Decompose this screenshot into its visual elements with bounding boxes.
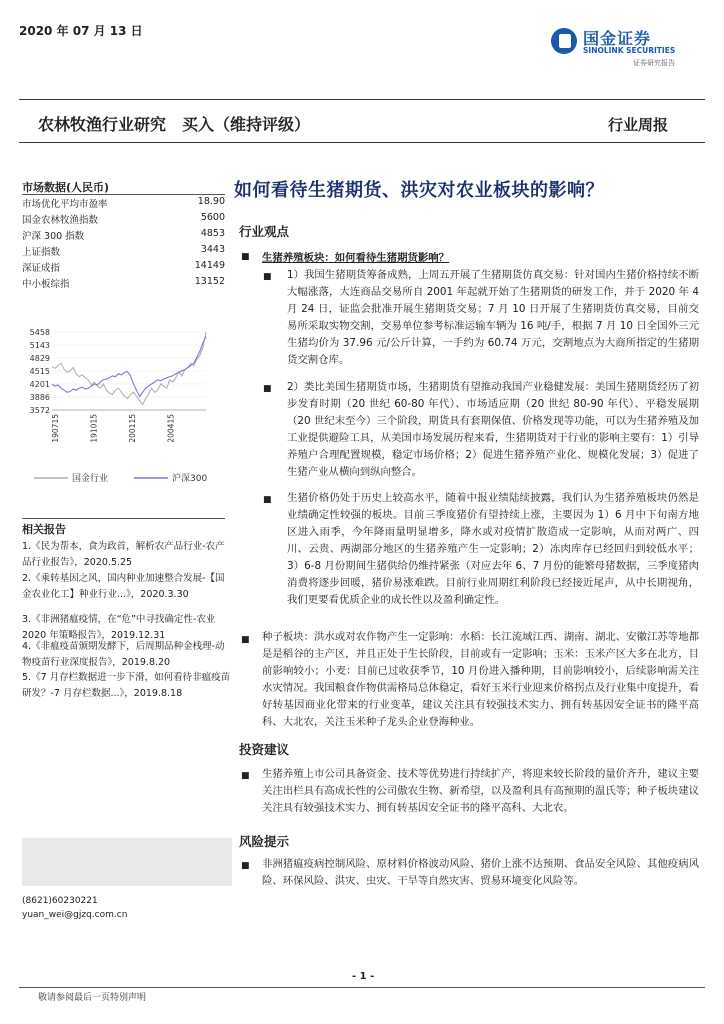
bullet-square-icon: ■ xyxy=(241,861,250,871)
market-label: 上证指数 xyxy=(22,247,61,258)
related-report-item[interactable]: 3.《非洲猪瘟疫情，在“危”中寻找确定性-农业 2020 年策略报告》，2019.12.31 xyxy=(22,614,216,641)
paragraph-investment: 生猪养殖上市公司具备资金、技术等优势进行持续扩产，将迎来较长阶段的量价齐升，建议主要关注出栏具有高成长性的公司傲农生物、新希望，以及盈利具有高预期的温氏等；种子板块建议关注具有较强技术实力、拥有转基因安全证书的隆平高科、大北农。 xyxy=(262,768,699,814)
market-value: 14149 xyxy=(194,260,225,271)
page-number: - 1 - xyxy=(352,971,375,982)
bullet-square-icon: ■ xyxy=(241,252,250,262)
logo-en-text: SINOLINK SECURITIES xyxy=(583,46,676,55)
paragraph-seed: 种子板块：洪水或对农作物产生一定影响：水稻：长江流域江西、湖南、湖北、安徽江苏等地都是是稻谷的主产区，并且正处于生长阶段，目前或有一定影响；玉米：玉米产区大多在北方，目前影响较小；小麦：目前已过收获季节，10 月份进入播种期，目前影响较小，后续影响需关注水灾情况。我国粮食作物供需格局总体稳定，看好玉米行业迎来价格拐点及行业集中度提升，看好转基因商业化带来的行业变革，建议关注具有较强技术实力、拥有转基因安全证书的隆平高科、大北农，关注玉米种子龙头企业登海种业。 xyxy=(262,631,699,728)
market-row xyxy=(22,244,225,260)
bullet-square-icon: ■ xyxy=(241,635,250,645)
market-row xyxy=(22,196,225,212)
market-label: 市场优化平均市盈率 xyxy=(22,199,108,210)
chart-ytick-label: 5143 xyxy=(29,341,50,351)
paragraph-us-futures: 2）类比美国生猪期货市场，生猪期货有望推动我国产业稳健发展：美国生猪期货经历了初步发育时期（20 世纪 60-80 年代）、市场适应期（20 世纪 80-90 年代）、平稳发展期（20 世纪末至今）三个阶段，期货具有套期保值、价格发现等功能，可以为生猪养殖及加工业提供避险工具，从美国市场发展历程来看，生猪期货对于行业的影响主要有：1）引导养殖户合理配置规模，稳定市场价格；2）促进生猪养殖产业化、规模化发展；3）促进了生猪产业从横向到纵向整合。 xyxy=(287,381,699,478)
bullet-square-icon: ■ xyxy=(263,272,272,282)
market-label: 中小板综指 xyxy=(22,279,70,290)
index-line-chart xyxy=(18,320,228,490)
market-value: 4853 xyxy=(200,228,225,239)
chart-legend-label: 国金行业 xyxy=(72,474,109,484)
header-top-rule xyxy=(19,99,705,100)
reports-top-rule xyxy=(22,518,225,519)
report-header-title: 农林牧渔行业研究 买入（维持评级） xyxy=(38,115,311,134)
related-report-item[interactable]: 2.《乘转基因之风，国内种业加速整合发展-【国金农业化工】种业行业...》，2020.3.30 xyxy=(22,573,225,600)
analyst-email[interactable]: yuan_wei@gjzq.com.cn xyxy=(22,910,128,920)
analyst-info-obscured xyxy=(22,838,232,886)
market-row xyxy=(22,228,225,244)
chart-series-line xyxy=(52,337,206,397)
market-data-title: 市场数据(人民币) xyxy=(22,181,110,194)
chart-xtick-label: 200115 xyxy=(128,414,137,443)
market-value: 3443 xyxy=(200,244,225,255)
bullet-square-icon: ■ xyxy=(263,384,272,394)
chart-ytick-label: 4201 xyxy=(29,379,50,389)
section-heading-risk: 风险提示 xyxy=(239,834,290,849)
section-heading-industry-view: 行业观点 xyxy=(239,224,290,239)
header-bottom-rule xyxy=(19,142,705,143)
market-value: 13152 xyxy=(194,276,225,287)
footer-rule xyxy=(19,987,705,988)
bullet-square-icon: ■ xyxy=(263,495,272,505)
chart-ytick-label: 3572 xyxy=(29,406,50,415)
market-data-rule xyxy=(22,194,225,195)
paragraph-hog-price: 生猪价格仍处于历史上较高水平，随着中报业绩陆续披露，我们认为生猪养殖板块仍然是业绩确定性较强的板块。目前三季度猪价有望持续上涨，主要因为 1）6 月中下旬南方地区进入雨季，今年降雨量明显增多，降水或对疫情扩散造成一定影响，从而对两广、四川、云贵、两湖部分地区的生猪养殖产生一定影响；2）冻肉库存已经回归到较低水平；3）6-8 月份期间生猪供给仍维持紧张（对应去年 6、7 月份的能繁母猪数据，三季度猪肉消费将逐步回暖，猪价易涨难跌。目前行业周期红利阶段已经接近尾声，从中长期视角，我们更要看优质企业的成长性以及盈利确定性。 xyxy=(287,492,699,606)
chart-legend-label: 沪深300 xyxy=(172,474,208,484)
logo-mark-icon xyxy=(551,28,577,54)
related-reports-title: 相关报告 xyxy=(22,523,66,536)
related-report-item[interactable]: 5.《7 月存栏数据进一步下滑，如何看待非瘟疫苗研发？-7 月存栏数据...》，2019.8.18 xyxy=(22,672,231,699)
market-value: 5600 xyxy=(200,212,225,223)
analyst-phone: (8621)60230221 xyxy=(22,896,98,906)
market-value: 18.90 xyxy=(197,196,225,207)
chart-series-line xyxy=(52,332,206,405)
market-row xyxy=(22,260,225,276)
subsection-hog: 生猪养殖板块：如何看待生猪期货影响？ xyxy=(262,252,450,264)
chart-xtick-label: 190715 xyxy=(51,414,60,443)
paragraph-risk: 非洲猪瘟疫病控制风险、原材料价格波动风险、猪价上涨不达预期、食品安全风险、其他疫病风险、环保风险、洪灾、虫灾、干旱等自然灾害、贸易环境变化风险等。 xyxy=(262,858,699,887)
bullet-square-icon: ■ xyxy=(241,771,250,781)
chart-ytick-label: 3886 xyxy=(29,393,50,403)
report-main-title: 如何看待生猪期货、洪灾对农业板块的影响？ xyxy=(234,180,604,201)
market-row xyxy=(22,276,225,292)
paragraph-hog-futures: 1）我国生猪期货筹备成熟，上周五开展了生猪期货仿真交易：针对国内生猪价格持续不断大幅涨落，大连商品交易所自 2001 年起就开始了生猪期货的研发工作，并于 2020 年 4 月 24 日，证监会批准开展生猪期货交易；7 月 10 日开展了生猪期货仿真交易，目前交易所采取实物交割，交易单位参考标准运输车辆为 16 吨/手，根据 7 月 10 日全国外三元生猪均价为 37.96 元/公斤计算，一手约为 60.74 万元，交割地点为大商所指定的生猪期货交割仓库。 xyxy=(287,269,699,366)
section-heading-investment: 投资建议 xyxy=(239,742,290,757)
market-label: 沪深 300 指数 xyxy=(22,231,85,242)
sinolink-logo xyxy=(551,24,701,70)
report-date: 2020 年 07 月 13 日 xyxy=(19,24,143,38)
chart-ytick-label: 4515 xyxy=(29,367,50,376)
chart-xtick-label: 191015 xyxy=(89,414,99,443)
chart-xtick-label: 200415 xyxy=(166,414,176,443)
market-label: 国金农林牧渔指数 xyxy=(22,215,99,226)
related-report-item[interactable]: 1.《民为帮本，食为政首，解析农产品行业-农产品行业报告》，2020.5.25 xyxy=(22,541,225,568)
market-row xyxy=(22,212,225,228)
logo-cn-text: 国金证券 xyxy=(583,29,652,48)
chart-ytick-label: 4829 xyxy=(29,354,50,364)
disclaimer-note: 敬请参阅最后一页特别声明 xyxy=(38,993,147,1003)
logo-subtitle: 证券研究报告 xyxy=(633,59,675,67)
chart-ytick-label: 5458 xyxy=(29,328,50,337)
related-report-item[interactable]: 4.《非瘟疫苗颁期发酵下，后周期品种金栈理-动物疫苗行业深度报告》，2019.8.20 xyxy=(22,641,225,668)
report-type: 行业周报 xyxy=(608,116,669,134)
market-label: 深证成指 xyxy=(22,263,61,274)
